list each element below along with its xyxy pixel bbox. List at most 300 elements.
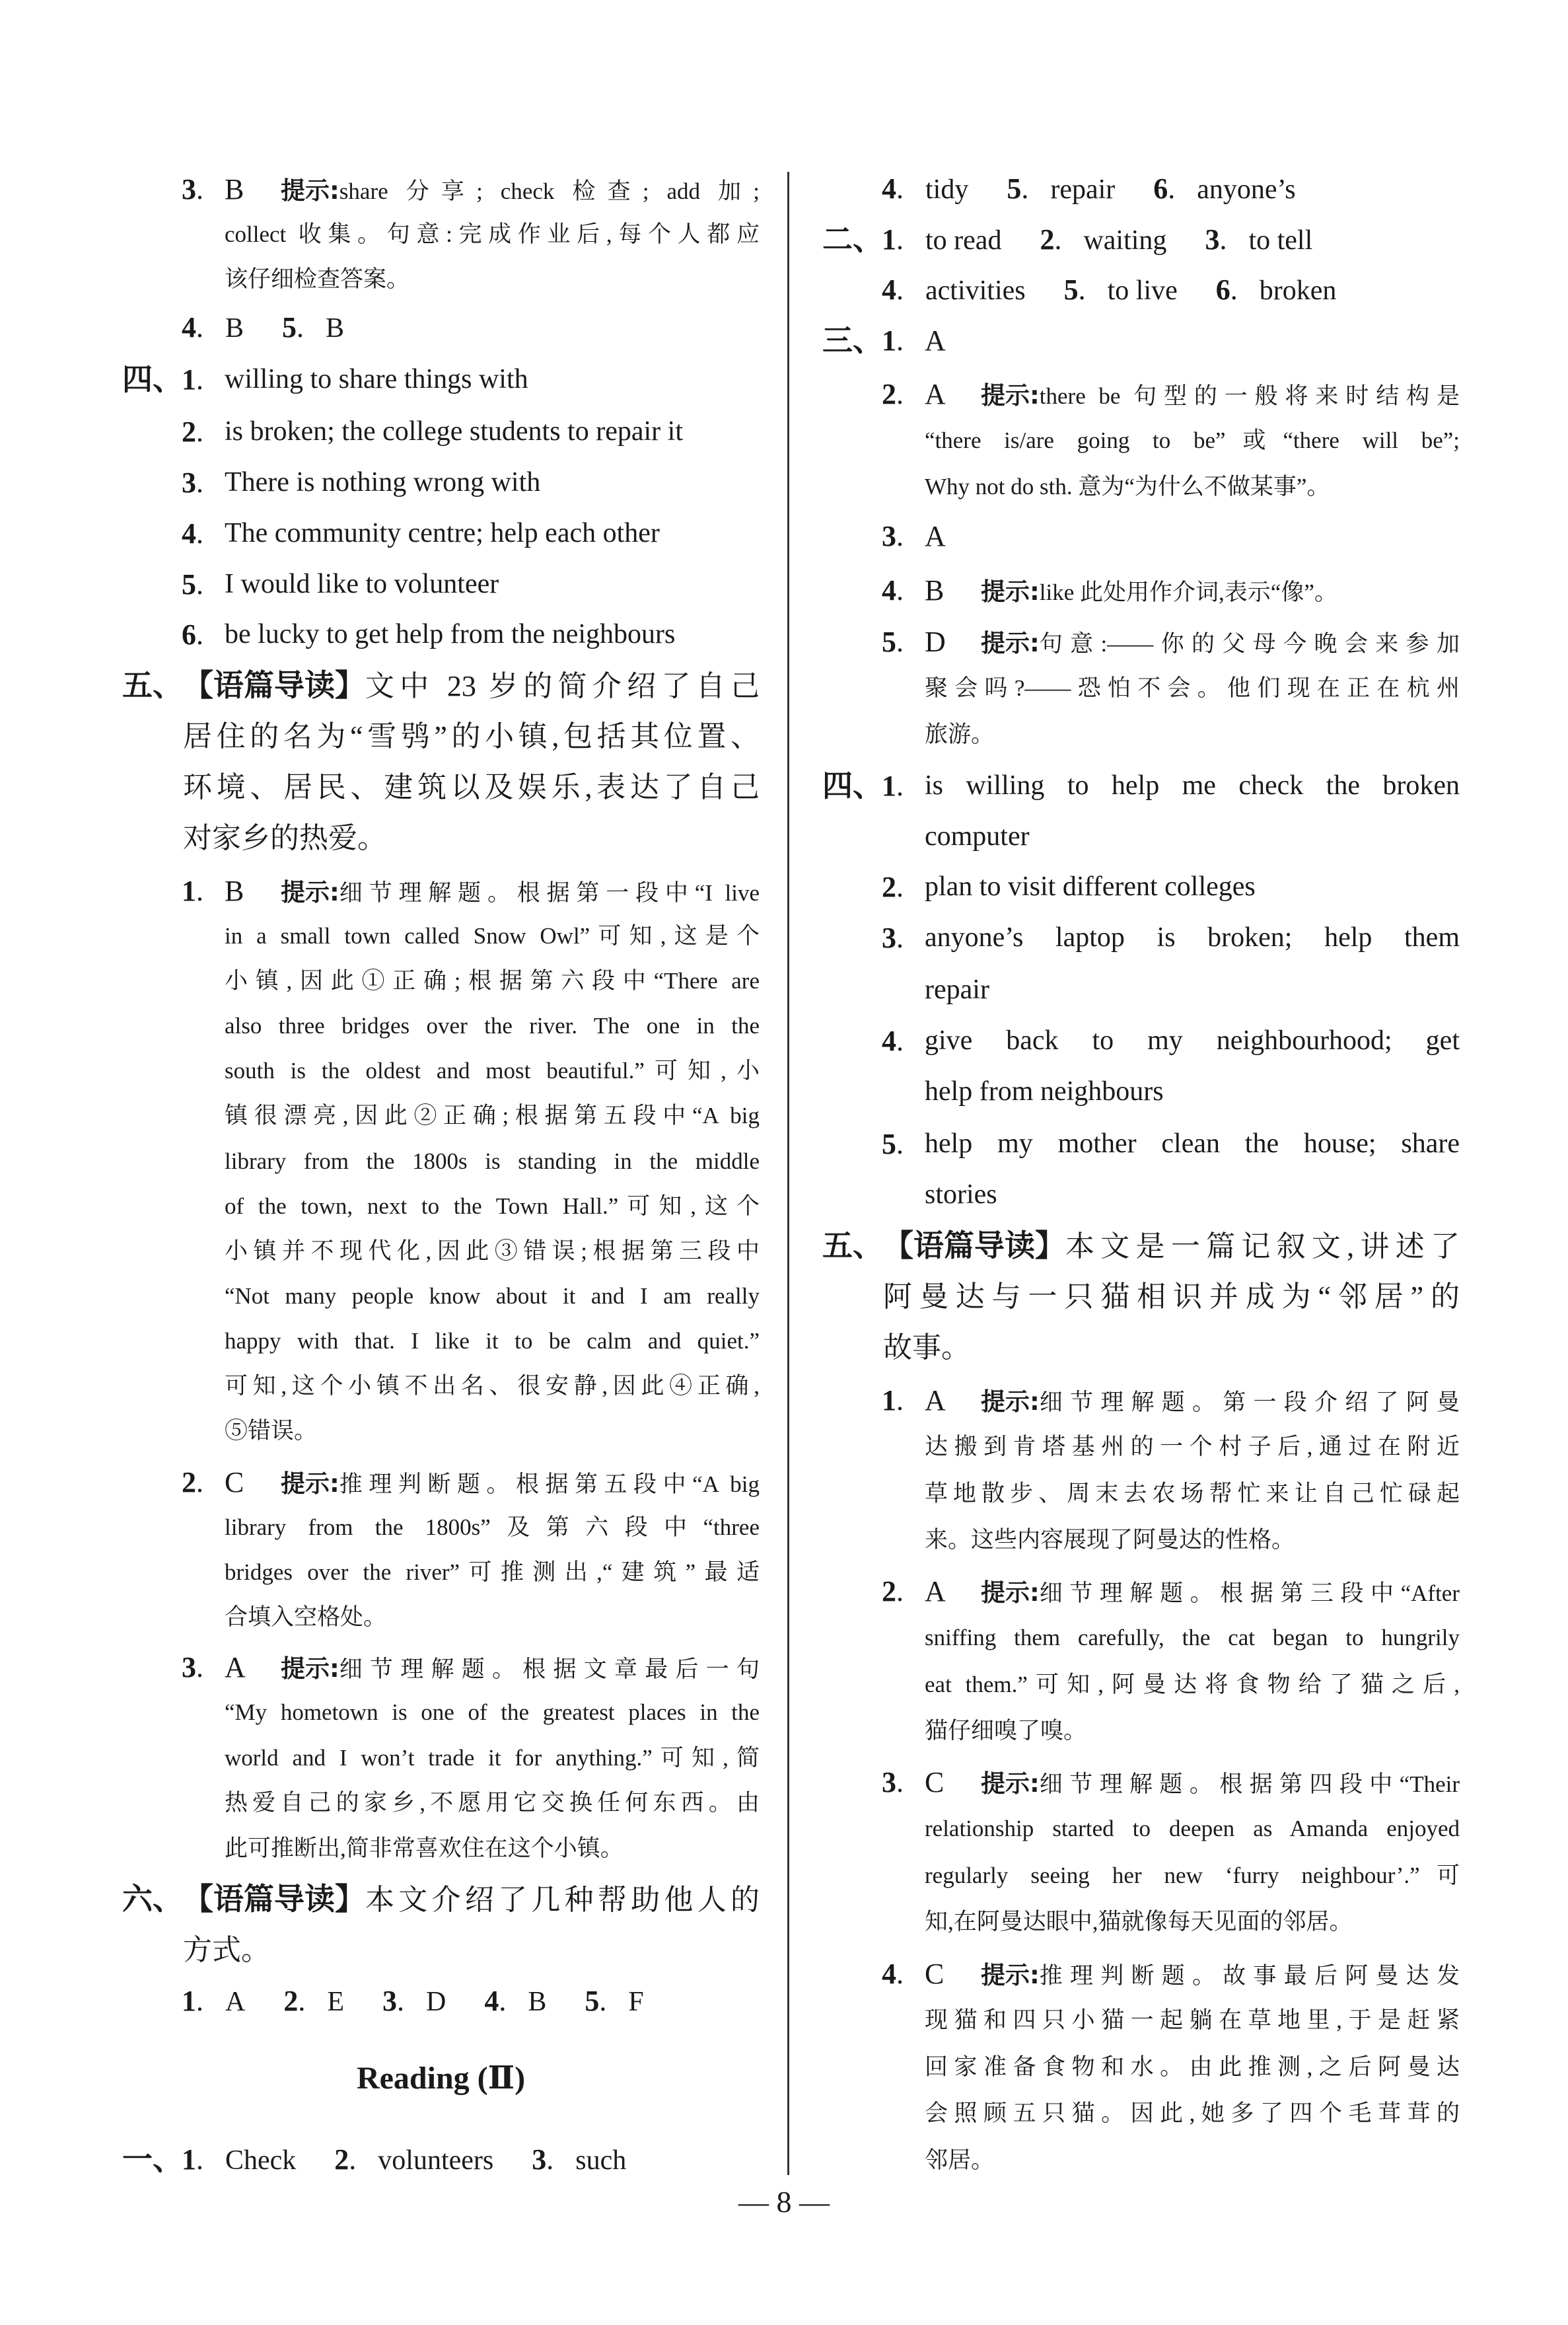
line-content — [925, 1615, 1460, 1662]
line-content — [225, 457, 760, 508]
question-number: 2 . — [882, 862, 904, 912]
answer-pair — [182, 302, 244, 354]
line-content — [925, 371, 1460, 420]
text-line — [822, 2090, 1460, 2137]
answer-pair — [882, 264, 1026, 316]
question-number: 4 . — [882, 264, 925, 315]
question-number: 5 . — [882, 619, 904, 665]
line-content — [225, 1319, 760, 1364]
line-content — [925, 1169, 1460, 1220]
text-line — [122, 1139, 760, 1184]
answer-text: D — [426, 1986, 446, 2017]
text-line — [822, 2137, 1460, 2184]
line-content — [883, 1322, 1460, 1373]
line-content — [225, 1460, 760, 1507]
question-number: 5 . — [882, 1119, 904, 1169]
line-content — [925, 1997, 1460, 2044]
hint-label: 提示: — [981, 381, 1040, 410]
text-line — [822, 1066, 1460, 1117]
hint-text: library from the 1800s is standing in the middle — [225, 1148, 760, 1174]
passage-intro — [822, 1220, 1460, 1373]
hint-text: 回家准备食物和水。由此推测,之后阿曼达 — [925, 2053, 1460, 2080]
text-line — [122, 660, 760, 711]
answer-text: There is nothing wrong with — [225, 466, 541, 498]
text-line — [122, 1460, 760, 1505]
line-content — [925, 712, 1460, 758]
hint-label: 提示: — [281, 877, 339, 906]
answer-text: activities — [925, 275, 1026, 306]
line-content — [225, 354, 760, 405]
text-line — [822, 1899, 1460, 1946]
line-content — [883, 1220, 1460, 1272]
text-line — [122, 1505, 760, 1550]
answer-text: B — [326, 313, 345, 344]
text-line — [822, 760, 1460, 811]
text-line — [822, 1517, 1460, 1564]
line-content — [925, 1806, 1460, 1853]
section-label: 六、 — [122, 1882, 183, 1916]
line-content — [925, 912, 1460, 964]
hint-text: 现猫和四只小猫一起躺在草地里,于是赶紧 — [925, 2007, 1460, 2034]
hint-text: share 分享; check 检查; add 加; — [339, 178, 760, 204]
question-number: 4 . — [484, 1975, 528, 2026]
answer-item — [822, 760, 1460, 862]
line-content — [925, 619, 1460, 667]
text-line — [122, 406, 760, 457]
answer-item — [822, 1015, 1460, 1117]
answer-text: repair — [925, 974, 989, 1005]
answer-text: computer — [925, 821, 1030, 852]
answer-text: help from neighbours — [925, 1076, 1164, 1107]
text-line — [122, 1409, 760, 1454]
answer-pair — [282, 302, 344, 354]
answer-text: stories — [925, 1179, 997, 1210]
question-number: 3 . — [1205, 214, 1248, 265]
line-content — [925, 1853, 1460, 1900]
hint-text: eat them.”可知,阿曼达将食物给了猫之后, — [925, 1671, 1460, 1697]
text-line — [822, 1322, 1460, 1373]
text-line — [822, 464, 1460, 510]
text-line — [122, 212, 760, 257]
line-content — [183, 660, 760, 712]
answer-row — [122, 302, 760, 353]
text-line — [822, 315, 1460, 366]
line-content — [225, 1736, 760, 1781]
line-content — [225, 257, 760, 302]
hint-text: 猫仔细嗅了嗅。 — [925, 1718, 1087, 1744]
answer-pair — [484, 1975, 546, 2028]
answer-text: The community centre; help each other — [225, 517, 660, 548]
text-line — [822, 1951, 1460, 1998]
hint-text: 邻居。 — [925, 2147, 995, 2173]
line-content — [925, 1066, 1460, 1117]
line-content — [225, 1409, 760, 1454]
line-content — [925, 1517, 1460, 1564]
hint-text: 该仔细检查答案。 — [225, 266, 410, 292]
answer-text: 故事。 — [883, 1331, 970, 1364]
text-line — [822, 2044, 1460, 2091]
text-line — [822, 619, 1460, 665]
question-number: 6 . — [1153, 163, 1197, 214]
section-label: 二、 — [822, 222, 883, 256]
answer-pair — [182, 1975, 245, 2028]
answer-text: tidy — [925, 174, 969, 205]
text-line — [822, 1615, 1460, 1662]
text-line — [122, 257, 760, 302]
text-line — [822, 1169, 1460, 1220]
question-number: 2 . — [283, 1975, 327, 2026]
line-content — [225, 1229, 760, 1274]
text-line — [122, 1550, 760, 1595]
text-line — [122, 1093, 760, 1138]
question-number: 2 . — [334, 2134, 378, 2185]
line-content — [225, 1184, 760, 1229]
line-content — [225, 212, 760, 257]
line-content — [883, 1271, 1460, 1322]
answer-text: waiting — [1083, 225, 1167, 256]
line-content — [925, 1899, 1460, 1946]
section-label: 一、 — [122, 2142, 183, 2176]
question-number: 1 . — [882, 760, 904, 811]
text-line — [122, 167, 760, 212]
hint-text: relationship started to deepen as Amanda enjoyed — [925, 1816, 1460, 1842]
text-line — [822, 964, 1460, 1016]
question-number: 4 . — [882, 163, 925, 214]
answer-row — [122, 2134, 760, 2185]
answer-text: be lucky to get help from the neighbours — [225, 618, 676, 649]
hint-text: 草地散步、周末去农场帮忙来让自己忙碌起 — [925, 1480, 1460, 1506]
hint-text: there be 句型的一般将来时结构是 — [1039, 383, 1460, 409]
question-number: 3 . — [182, 457, 203, 508]
question-number: 1 . — [882, 1378, 904, 1424]
line-content — [225, 1274, 760, 1319]
hint-text: bridges over the river”可推测出,“建筑”最适 — [225, 1559, 760, 1585]
answer-letter: B — [225, 874, 244, 907]
text-line — [822, 418, 1460, 464]
answer-text: plan to visit different colleges — [925, 871, 1256, 902]
answer-letter: C — [925, 1957, 944, 1990]
hint-text: in a small town called Snow Owl”可知,这是个 — [225, 923, 760, 949]
text-line — [122, 1319, 760, 1364]
line-content — [183, 711, 760, 762]
question-number: 1 . — [182, 1975, 225, 2026]
hint-text: 小镇并不现代化,因此③错误;根据第三段中 — [225, 1237, 760, 1264]
answer-pair — [1007, 163, 1115, 215]
text-line — [822, 1806, 1460, 1853]
section-label: 五、 — [822, 1228, 883, 1263]
line-content — [925, 760, 1460, 811]
answer-line — [822, 214, 1460, 265]
answer-text: repair — [1050, 174, 1116, 205]
answer-pair — [532, 2134, 626, 2186]
hint-label: 提示: — [281, 1654, 339, 1683]
answer-letter: A — [925, 519, 946, 552]
text-line — [822, 565, 1460, 616]
text-line — [122, 1004, 760, 1049]
line-content — [225, 609, 760, 660]
hint-text: 可知,这个小镇不出名、很安静,因此④正确, — [225, 1372, 760, 1399]
section-label: 四、 — [822, 768, 883, 803]
line-content — [225, 1690, 760, 1736]
line-content — [925, 2044, 1460, 2091]
question-number: 1 . — [182, 869, 203, 914]
answer-item — [822, 912, 1460, 1016]
answer-pair — [1216, 264, 1337, 316]
answer-row — [122, 1975, 760, 2026]
question-number: 5 . — [282, 302, 326, 353]
answer-line — [122, 2134, 760, 2185]
question-number: 2 . — [882, 371, 904, 418]
hint-text: 细节理解题。根据第三段中“After — [1039, 1580, 1460, 1606]
answer-pair — [1040, 214, 1166, 266]
answer-text: is willing to help me check the broken — [925, 770, 1460, 801]
right-column — [822, 0, 1460, 2325]
line-content — [925, 862, 1460, 912]
answer-text: to live — [1107, 275, 1178, 306]
answer-text: F — [628, 1986, 644, 2017]
hint-text: 细节理解题。根据第一段中“I live — [339, 879, 760, 906]
question-number: 4 . — [882, 565, 904, 616]
passage-guide-tag: 【语篇导读】 — [183, 668, 365, 702]
answer-pairs — [182, 302, 382, 354]
line-content — [225, 1093, 760, 1138]
passage-intro — [122, 1874, 760, 1975]
hint-text: “Not many people know about it and I am really — [225, 1282, 760, 1309]
text-line — [822, 665, 1460, 712]
line-content — [183, 813, 760, 864]
answer-item — [122, 354, 760, 405]
text-line — [122, 1595, 760, 1640]
hint-text: 合填入空格处。 — [225, 1604, 387, 1630]
answer-item — [122, 609, 760, 660]
hint-label: 提示: — [981, 1387, 1040, 1416]
answer-row — [822, 163, 1460, 214]
hint-text: ⑤错误。 — [225, 1418, 318, 1444]
text-line — [822, 1853, 1460, 1900]
answer-item — [822, 1759, 1460, 1946]
text-line — [822, 1220, 1460, 1271]
question-number: 3 . — [532, 2134, 575, 2185]
question-number: 1 . — [882, 214, 925, 265]
section-label: 四、 — [122, 362, 183, 396]
answer-pair — [882, 163, 968, 215]
hint-text: 细节理解题。第一段介绍了阿曼 — [1039, 1389, 1460, 1415]
answer-text: willing to share things with — [225, 363, 528, 394]
text-line — [122, 508, 760, 559]
hint-text: 热爱自己的家乡,不愿用它交换任何东西。由 — [225, 1790, 760, 1816]
left-column — [122, 0, 760, 2325]
answer-text: is broken; the college students to repair it — [225, 416, 683, 447]
hint-label: 提示: — [981, 577, 1040, 606]
question-number: 2 . — [182, 406, 203, 457]
text-line — [822, 511, 1460, 562]
line-content — [925, 1378, 1460, 1426]
line-content — [225, 1364, 760, 1409]
answer-letter: A — [925, 1384, 946, 1417]
line-content — [225, 1505, 760, 1550]
column-divider — [787, 172, 789, 2175]
answer-row — [822, 214, 1460, 265]
question-number: 3 . — [382, 1975, 426, 2026]
hint-text: 会照顾五只猫。因此,她多了四个毛茸茸的 — [925, 2100, 1460, 2127]
answer-letter: B — [225, 173, 244, 205]
line-content — [225, 869, 760, 916]
question-number: 4 . — [882, 1015, 904, 1066]
text-line — [122, 1874, 760, 1925]
hint-text: 旅游。 — [925, 721, 995, 747]
text-line — [122, 1925, 760, 1975]
answer-text: E — [327, 1986, 344, 2017]
answer-pair — [1205, 214, 1312, 266]
text-line — [822, 1015, 1460, 1066]
answer-item — [822, 511, 1460, 562]
text-line — [822, 811, 1460, 862]
answer-pairs — [882, 264, 1374, 316]
question-number: 5 . — [1007, 163, 1050, 214]
line-content — [925, 418, 1460, 464]
line-content — [925, 1708, 1460, 1755]
hint-text: “there is/are going to be”或“there will be”; — [925, 427, 1460, 453]
text-line — [822, 1708, 1460, 1755]
answer-letter: A — [225, 1650, 246, 1683]
passage-guide-tag: 【语篇导读】 — [183, 1882, 365, 1916]
question-number: 3 . — [182, 1645, 203, 1691]
hint-text: “My hometown is one of the greatest places in the — [225, 1699, 760, 1726]
section-label: 五、 — [122, 668, 183, 702]
answer-text: to tell — [1248, 225, 1313, 256]
hint-text: south is the oldest and most beautiful.”可知,小 — [225, 1058, 760, 1084]
answer-text: 对家乡的热爱。 — [183, 821, 386, 854]
answer-item — [822, 1951, 1460, 2184]
text-line — [122, 1229, 760, 1274]
hint-text: 细节理解题。根据文章最后一句 — [339, 1656, 760, 1682]
answer-line — [122, 1975, 760, 2026]
question-number: 3 . — [882, 1759, 904, 1806]
answer-text: 方式。 — [183, 1933, 270, 1966]
text-line — [122, 457, 760, 508]
answer-item — [122, 869, 760, 1454]
answer-text: 阿曼达与一只猫相识并成为“邻居”的 — [883, 1280, 1460, 1313]
answer-line — [122, 302, 760, 353]
line-content — [225, 1004, 760, 1049]
hint-text: 此可推断出,简非常喜欢住在这个小镇。 — [225, 1835, 624, 1862]
answer-pairs — [882, 163, 1334, 215]
hint-text: world and I won’t trade it for anything.”可知,简 — [225, 1744, 760, 1771]
text-line — [822, 371, 1460, 418]
answer-letter: D — [925, 626, 946, 658]
hint-text: library from the 1800s”及第六段中“three — [225, 1514, 760, 1540]
hint-text: also three bridges over the river. The one in the — [225, 1013, 760, 1039]
answer-item — [122, 1460, 760, 1640]
answer-text: help my mother clean the house; share — [925, 1128, 1460, 1159]
line-content — [183, 1874, 760, 1925]
question-number: 2 . — [182, 1460, 203, 1505]
question-number: 5 . — [585, 1975, 628, 2026]
text-line — [122, 762, 760, 813]
question-number: 3 . — [882, 912, 904, 964]
text-line — [122, 1049, 760, 1093]
line-content — [925, 2137, 1460, 2184]
answer-pair — [334, 2134, 493, 2186]
question-number: 2 . — [1040, 214, 1083, 265]
hint-label: 提示: — [281, 1469, 339, 1498]
answer-item — [122, 1645, 760, 1872]
text-line — [122, 354, 760, 405]
text-line — [122, 711, 760, 762]
line-content — [925, 1662, 1460, 1709]
question-number: 2 . — [882, 1568, 904, 1615]
answer-line — [822, 163, 1460, 214]
answer-text: A — [225, 1986, 246, 2017]
answer-pairs — [182, 1975, 682, 2028]
line-content — [925, 2090, 1460, 2137]
answer-pair — [283, 1975, 344, 2028]
text-line — [122, 1690, 760, 1736]
hint-text: like 此处用作介词,表示“像”。 — [1039, 579, 1337, 605]
answer-item — [822, 315, 1460, 366]
answer-text: B — [225, 313, 244, 344]
answer-text: 居住的名为“雪鸮”的小镇,包括其位置、 — [183, 720, 760, 753]
hint-text: 达搬到肯塔基州的一个村子后,通过在附近 — [925, 1434, 1460, 1460]
question-number: 4 . — [182, 302, 225, 353]
text-line — [122, 609, 760, 660]
passage-guide-tag: 【语篇导读】 — [883, 1228, 1065, 1263]
hint-text: 句意:——你的父母今晚会来参加 — [1039, 631, 1460, 657]
text-line — [122, 1645, 760, 1691]
answer-item — [822, 862, 1460, 912]
text-line — [822, 862, 1460, 912]
answer-item — [122, 457, 760, 508]
text-line — [122, 914, 760, 959]
answer-row — [822, 264, 1460, 315]
question-number: 1 . — [182, 354, 203, 405]
answer-pair — [182, 2134, 296, 2186]
answer-text: give back to my neighbourhood; get — [925, 1025, 1460, 1056]
hint-label: 提示: — [281, 176, 339, 205]
line-content — [225, 1139, 760, 1184]
text-line — [822, 912, 1460, 964]
line-content — [925, 1471, 1460, 1518]
line-content — [225, 1550, 760, 1595]
line-content — [925, 1568, 1460, 1617]
text-line — [822, 1471, 1460, 1518]
text-line — [822, 1119, 1460, 1169]
answer-text: B — [528, 1986, 547, 2017]
hint-label: 提示: — [981, 1578, 1040, 1607]
answer-item — [122, 559, 760, 610]
line-content — [225, 1645, 760, 1693]
hint-text: 知,在阿曼达眼中,猫就像每天见面的邻居。 — [925, 1909, 1353, 1935]
text-line — [122, 1826, 760, 1872]
text-line — [122, 1781, 760, 1826]
line-content — [225, 1595, 760, 1640]
line-content — [183, 1925, 760, 1975]
answer-item — [822, 619, 1460, 758]
answer-text: such — [575, 2145, 627, 2176]
text-line — [822, 1424, 1460, 1471]
text-line — [822, 1378, 1460, 1424]
passage-intro — [122, 660, 760, 864]
question-number: 4 . — [882, 1951, 904, 1998]
answer-item — [122, 167, 760, 302]
answer-text: anyone’s laptop is broken; help them — [925, 922, 1460, 953]
answer-letter: A — [925, 324, 946, 357]
answer-text: 本文是一篇记叙文,讲述了 — [1065, 1230, 1460, 1263]
line-content — [925, 511, 1460, 562]
question-number: 6 . — [182, 609, 203, 660]
answer-line — [822, 264, 1460, 315]
text-line — [122, 1184, 760, 1229]
